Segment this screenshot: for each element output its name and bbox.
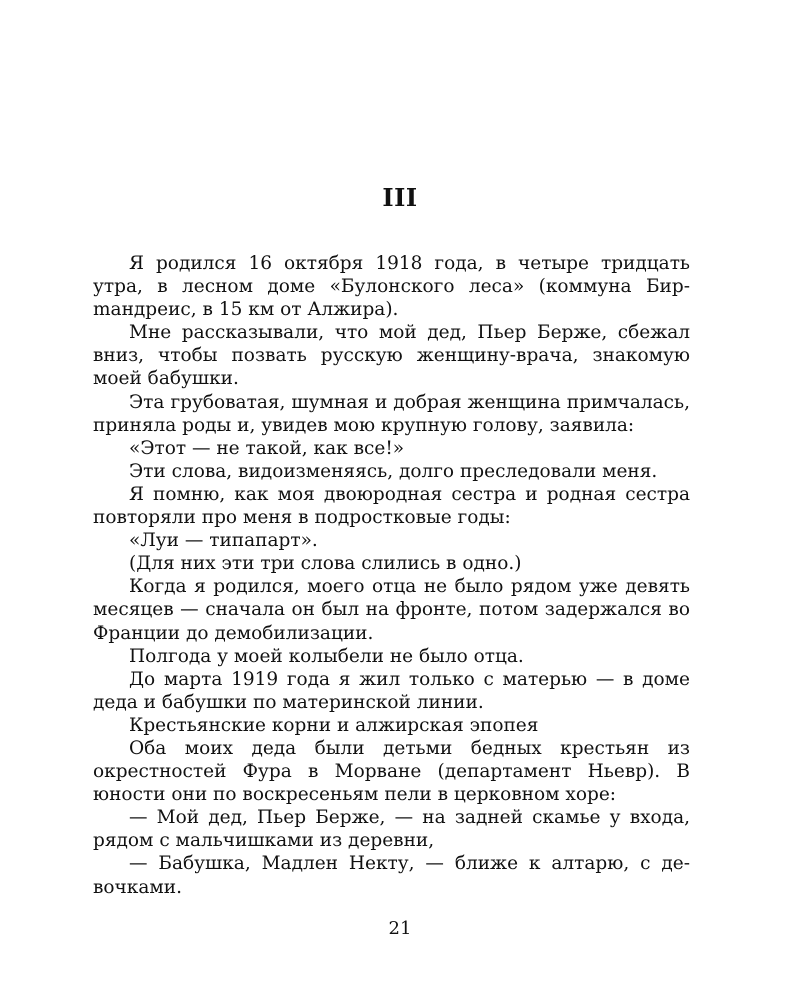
paragraph: — Бабушка, Мадлен Некту, — ближе к алтарю, с девочками. <box>93 853 690 898</box>
paragraph: Эта грубоватая, шумная и добрая женщина примчалась, приняла роды и, увидев мою крупную голову, заявила: <box>93 391 690 436</box>
paragraph: «Луи — типапарт». <box>129 530 318 552</box>
chapter-title: III <box>382 183 418 212</box>
paragraph: До марта 1919 года я жил только с матерью — в доме деда и бабушки по материнской линии. <box>93 668 690 713</box>
paragraph: Эти слова, видоизменяясь, долго преследовали меня. <box>129 460 658 482</box>
body-text <box>93 252 690 899</box>
paragraph: Мне рассказывали, что мой дед, Пьер Берже, сбежал вниз, чтобы позвать русскую женщину-врача, знакомую моей бабушки. <box>93 322 690 390</box>
paragraph: Полгода у моей колыбели не было отца. <box>129 645 524 667</box>
paragraph: Я помню, как моя двоюродная сестра и родная сестра повторяли про меня в подростковые годы: <box>93 483 690 529</box>
section-heading: Крестьянские корни и алжирская эпопея <box>129 714 539 736</box>
page-number: 21 <box>388 918 412 939</box>
paragraph: «Этот — не такой, как все!» <box>129 437 405 459</box>
paragraph: Когда я родился, моего отца не было рядом уже девять месяцев — сначала он был на фронте, потом задержался во Франции до демобилизации. <box>93 576 690 644</box>
paragraph: Я родился 16 октября 1918 года, в четыре тридцать утра, в лесном доме «Булонского леса» (коммуна Бирmандреис, в 15 км от Алжира). <box>93 253 690 321</box>
paragraph: Оба моих деда были детьми бедных крестьян из окрестностей Фура в Морване (департамент Ньевр). В юности они по воскресеньям пели в церковном хоре: <box>93 737 690 806</box>
paragraph: (Для них эти три слова слились в одно.) <box>129 553 522 575</box>
paragraph: — Мой дед, Пьер Берже, — на задней скамье у входа, рядом с мальчишками из деревни, <box>93 807 690 852</box>
